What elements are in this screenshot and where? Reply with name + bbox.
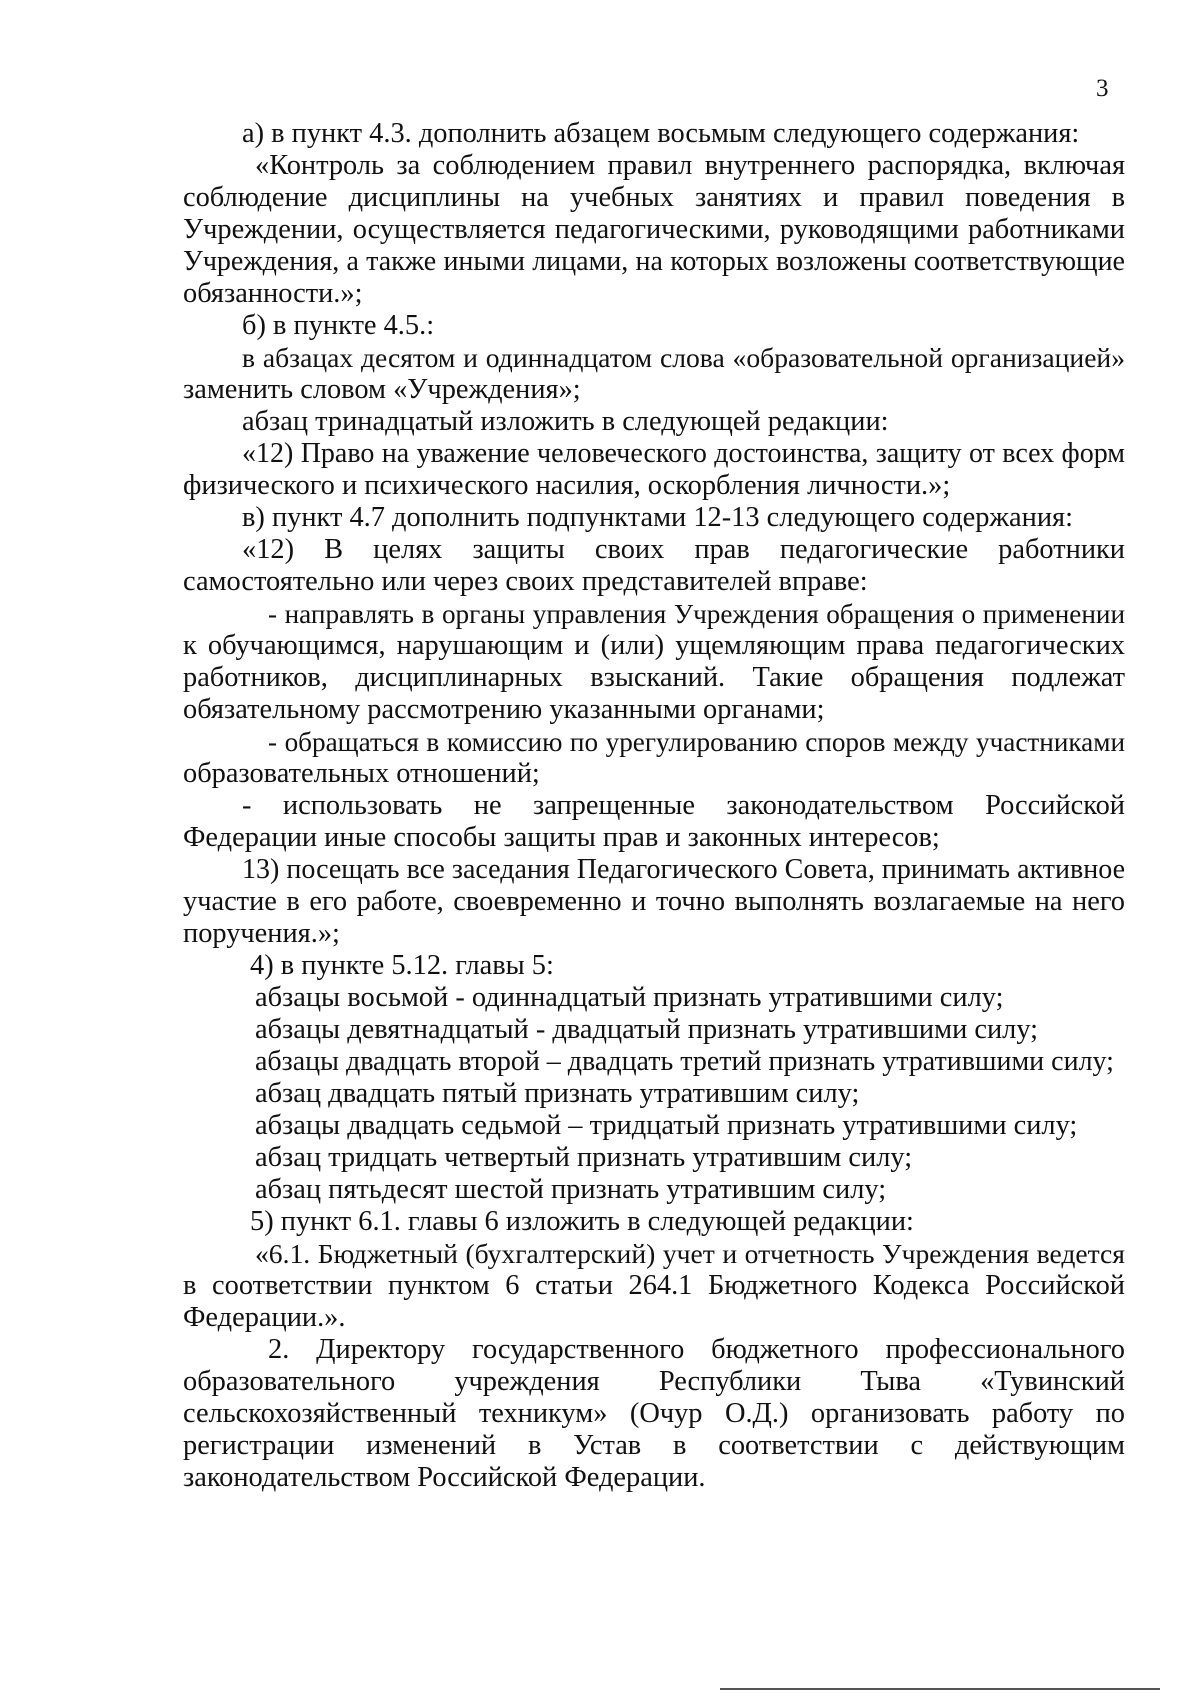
paragraph-line: самостоятельно или через своих представителей вправе: <box>183 566 868 597</box>
paragraph-line: физического и психического насилия, оскорбления личности.»; <box>183 470 951 501</box>
paragraph-line: заменить словом «Учреждения»; <box>183 374 581 405</box>
paragraph-line: 2. Директору государственного бюджетного профессионального <box>268 1334 1125 1365</box>
paragraph-line: - направлять в органы управления Учреждения обращения о применении <box>268 599 1125 629</box>
paragraph-line: абзацы девятнадцатый - двадцатый признать утратившими силу; <box>255 1014 1039 1045</box>
paragraph-line: а) в пункт 4.3. дополнить абзацем восьмым следующего содержания: <box>242 118 1080 149</box>
paragraph-line: 13) посещать все заседания Педагогического Совета, принимать активное <box>242 854 1125 885</box>
paragraph-line: образовательных отношений; <box>183 758 540 789</box>
paragraph-line: абзац тридцать четвертый признать утратившим силу; <box>255 1142 913 1173</box>
paragraph-line: сельскохозяйственный техникум» (Очур О.Д.) организовать работу по <box>183 1398 1125 1429</box>
paragraph-line: поручения.»; <box>183 918 340 949</box>
paragraph-line: работников, дисциплинарных взысканий. Такие обращения подлежат <box>183 662 1125 693</box>
paragraph-line: обязательному рассмотрению указанными органами; <box>183 694 825 725</box>
page-number: 3 <box>1096 75 1109 102</box>
paragraph-line: абзац тринадцатый изложить в следующей редакции: <box>242 406 889 437</box>
paragraph-line: участие в его работе, своевременно и точно выполнять возлагаемые на него <box>183 886 1125 917</box>
paragraph-line: к обучающимся, нарушающим и (или) ущемляющим права педагогических <box>183 630 1125 661</box>
paragraph-line: в соответствии пунктом 6 статьи 264.1 Бюджетного Кодекса Российской <box>183 1270 1125 1301</box>
paragraph-line: законодательством Российской Федерации. <box>183 1462 706 1493</box>
footer-rule <box>720 1688 1160 1690</box>
paragraph-line: соблюдение дисциплины на учебных занятиях и правил поведения в <box>183 182 1125 213</box>
paragraph-line: - использовать не запрещенные законодательством Российской <box>242 790 1125 821</box>
paragraph-line: в абзацах десятом и одиннадцатом слова «образовательной организацией» <box>242 342 1125 373</box>
paragraph-line: б) в пункте 4.5.: <box>242 310 435 341</box>
paragraph-line: Учреждения, а также иными лицами, на которых возложены соответствующие <box>183 246 1125 277</box>
paragraph-line: абзацы двадцать второй – двадцать третий признать утратившими силу; <box>255 1046 1114 1077</box>
paragraph-line: абзацы восьмой - одиннадцатый признать утратившими силу; <box>255 982 1004 1013</box>
paragraph-line: абзац пятьдесят шестой признать утратившим силу; <box>255 1174 887 1205</box>
paragraph-line: абзацы двадцать седьмой – тридцатый признать утратившими силу; <box>255 1110 1078 1141</box>
paragraph-line: в) пункт 4.7 дополнить подпунктами 12-13 следующего содержания: <box>242 502 1073 533</box>
paragraph-line: 5) пункт 6.1. главы 6 изложить в следующей редакции: <box>250 1206 914 1237</box>
paragraph-line: обязанности.»; <box>183 278 363 309</box>
paragraph-line: 4) в пункте 5.12. главы 5: <box>250 950 554 981</box>
paragraph-line: регистрации изменений в Устав в соответствии с действующим <box>183 1430 1125 1461</box>
paragraph-line: «6.1. Бюджетный (бухгалтерский) учет и отчетность Учреждения ведется <box>255 1238 1125 1269</box>
paragraph-line: образовательного учреждения Республики Тыва «Тувинский <box>183 1366 1125 1397</box>
paragraph-line: Федерации.». <box>183 1302 346 1333</box>
paragraph-line: Федерации иные способы защиты прав и законных интересов; <box>183 822 940 853</box>
paragraph-line: абзац двадцать пятый признать утратившим силу; <box>255 1078 860 1109</box>
paragraph-line: Учреждении, осуществляется педагогическими, руководящими работниками <box>183 214 1125 245</box>
paragraph-line: «Контроль за соблюдением правил внутреннего распорядка, включая <box>255 150 1125 181</box>
paragraph-line: - обращаться в комиссию по урегулированию споров между участниками <box>268 727 1125 757</box>
paragraph-line: «12) В целях защиты своих прав педагогические работники <box>242 534 1125 565</box>
paragraph-line: «12) Право на уважение человеческого достоинства, защиту от всех форм <box>242 438 1125 469</box>
